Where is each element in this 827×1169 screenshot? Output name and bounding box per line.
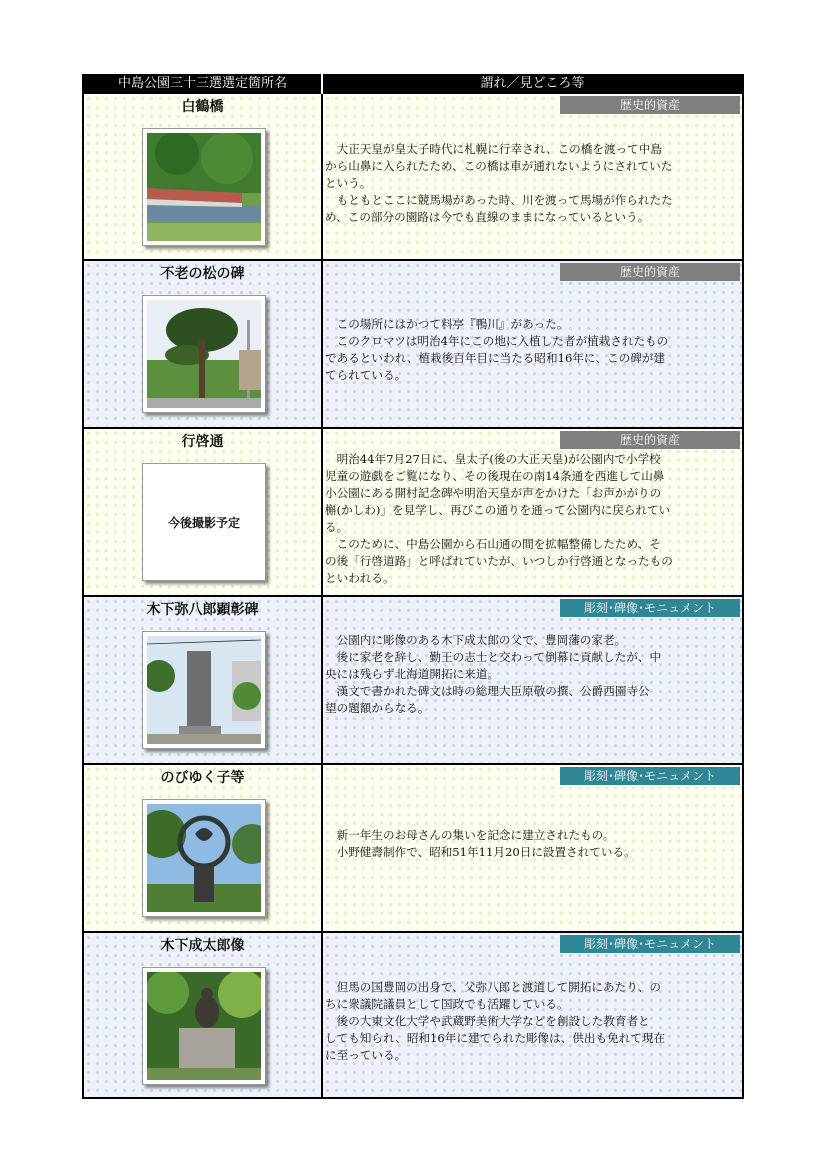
category-tag: 彫刻･碑像･モニュメント xyxy=(560,935,740,953)
location-name: 行啓通 xyxy=(181,434,224,450)
location-name: 木下成太郎像 xyxy=(160,938,245,954)
location-name: 白鶴橋 xyxy=(181,99,224,115)
description-text: 但馬の国豊岡の出身で、父弥八郎と渡道して開拓にあたり、の ちに衆議院議員として国政でも活躍している。 後の大東文化大学や武蔵野美術大学などを創設した教育者と しても知られ、昭和16年に建てられた彫像は、供出も免れて現在 に至っている。 xyxy=(325,980,666,1062)
description-cell xyxy=(323,765,742,931)
description-text: 大正天皇が皇太子時代に札幌に行幸され、この橋を渡って中島 から山鼻に入られたため、この橋は車が通れないようにされていた という。 もともとここに競馬場があった時、川を渡って馬場が作られたた め、この部分の園路は今でも直線のままになっているという。 xyxy=(325,142,673,224)
header-location-name: 中島公園三十三選選定箇所名 xyxy=(84,74,323,94)
description-cell xyxy=(323,933,742,1097)
table-header xyxy=(84,74,742,94)
description-cell xyxy=(323,94,742,259)
category-tag: 彫刻･碑像･モニュメント xyxy=(560,767,740,785)
name-cell xyxy=(84,765,323,931)
location-name: のびゆく子等 xyxy=(160,770,245,786)
table-row xyxy=(84,763,742,931)
name-cell xyxy=(84,261,323,427)
header-description: 謂れ／見どころ等 xyxy=(480,76,585,91)
name-cell xyxy=(84,597,323,763)
location-table xyxy=(82,74,744,1099)
table-row xyxy=(84,94,742,259)
photo-placeholder: 今後撮影予定 xyxy=(142,463,266,581)
table-row xyxy=(84,427,742,595)
location-photo xyxy=(142,128,266,246)
description-cell xyxy=(323,597,742,763)
location-photo xyxy=(142,631,266,749)
category-tag: 歴史的資産 xyxy=(560,431,740,449)
category-tag: 歴史的資産 xyxy=(560,96,740,114)
location-photo xyxy=(142,799,266,917)
location-photo xyxy=(142,295,266,413)
description-text: 明治44年7月27日に、皇太子(後の大正天皇)が公園内で小学校 児童の遊戯をご覧になり、その後現在の南14条通を西進して山鼻 小公園にある開村記念碑や明治天皇が声をかけた「お声かがりの 槲(かしわ)」を見学し、再びこの通りを通って公園内に戻られてい る。 このために、中島公園から石山通の間を拡幅整備したため、そ の後「行啓道路」と呼ばれていたが、いつしか行啓通となったもの といわれる。 xyxy=(325,452,673,585)
table-row xyxy=(84,259,742,427)
description-cell xyxy=(323,429,742,595)
description-text: この場所にはかつて料亭『鴨川』があった。 このクロマツは明治4年にこの地に入植した者が植栽されたもの であるといわれ、植栽後百年目に当たる昭和16年に、この碑が建 てられている。 xyxy=(325,317,669,382)
name-cell xyxy=(84,429,323,595)
name-cell xyxy=(84,94,323,259)
location-name: 不老の松の碑 xyxy=(160,266,245,282)
category-tag: 歴史的資産 xyxy=(560,263,740,281)
table-row xyxy=(84,595,742,763)
name-cell xyxy=(84,933,323,1097)
table-row xyxy=(84,931,742,1097)
description-text: 公園内に彫像のある木下成太郎の父で、豊岡藩の家老。 後に家老を辞し、勤王の志士と交わって倒幕に貢献したが、中 央には残らず北海道開拓に来道。 漢文で書かれた碑文は時の総理大臣原敬の撰、公爵西園寺公 望の題額からなる。 xyxy=(325,633,662,715)
location-name: 木下弥八郎顕彰碑 xyxy=(146,602,259,618)
location-photo xyxy=(142,967,266,1085)
description-cell xyxy=(323,261,742,427)
description-text: 新一年生のお母さんの集いを記念に建立されたもの。 小野健壽制作で、昭和51年11月20日に設置されている。 xyxy=(336,828,636,859)
category-tag: 彫刻･碑像･モニュメント xyxy=(560,599,740,617)
